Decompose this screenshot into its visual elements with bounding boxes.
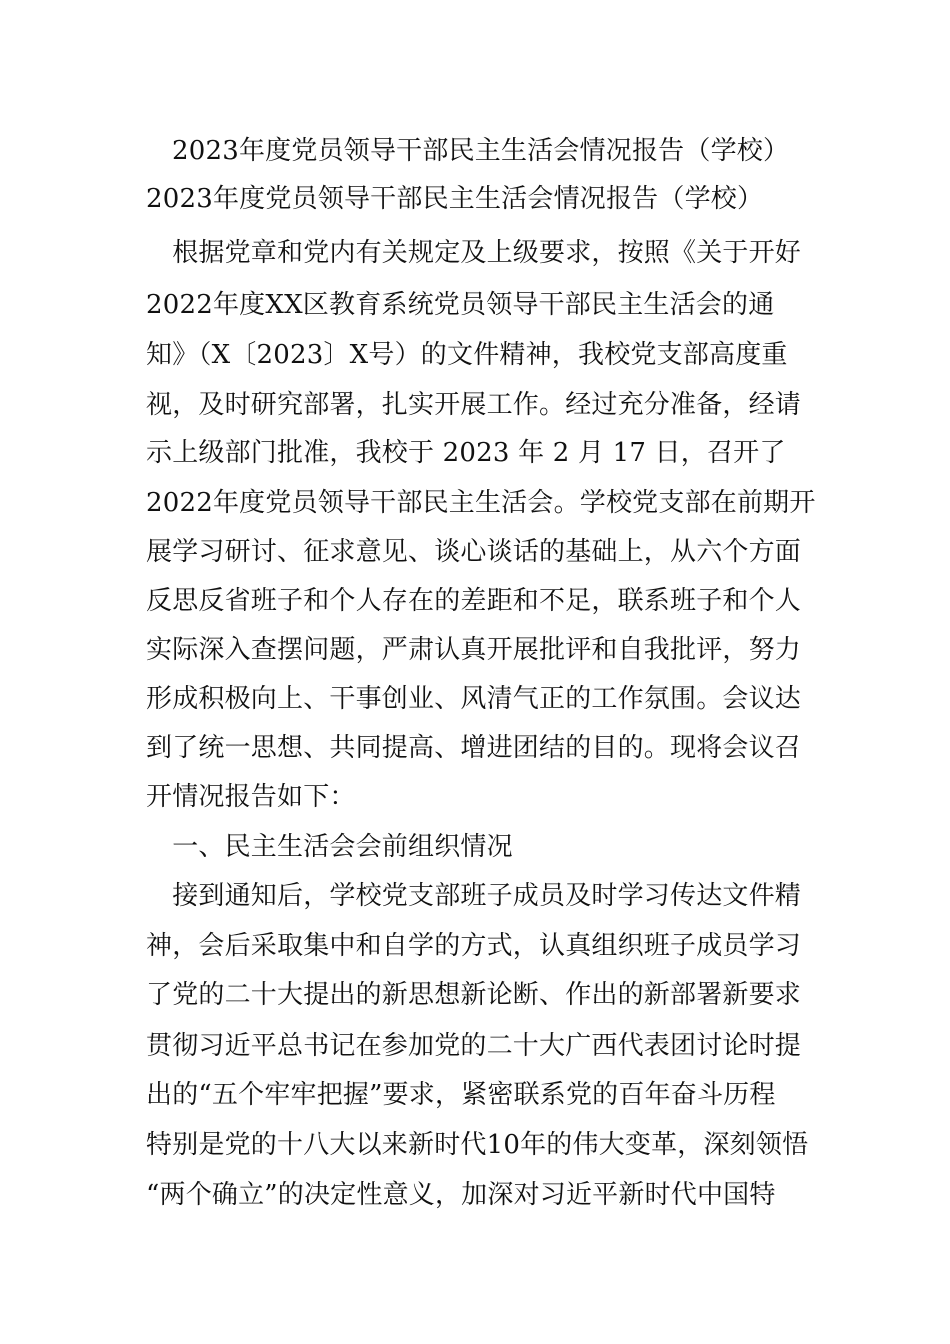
paragraph-line: 了党的二十大提出的新思想新论断、作出的新部署新要求 <box>146 980 802 1010</box>
paragraph-line: 展学习研讨、征求意见、谈心谈话的基础上，从六个方面 <box>146 537 802 567</box>
paragraph-line: 示上级部门批准，我校于 2023 年 2 月 17 日，召开了 <box>146 438 786 468</box>
document-title: 2023年度党员领导干部民主生活会情况报告（学校） <box>172 136 790 166</box>
paragraph-line: 根据党章和党内有关规定及上级要求，按照《关于开好 <box>146 238 802 268</box>
paragraph-line: 知》（X〔2023〕X号）的文件精神，我校党支部高度重 <box>146 340 788 370</box>
paragraph-line: 开情况报告如下： <box>146 782 356 812</box>
section-heading: 一、民主生活会会前组织情况 <box>146 832 513 862</box>
paragraph-line: 神，会后采取集中和自学的方式，认真组织班子成员学习 <box>146 931 802 961</box>
paragraph-line: 实际深入查摆问题，严肃认真开展批评和自我批评，努力 <box>146 635 802 665</box>
paragraph-line: 形成积极向上、干事创业、风清气正的工作氛围。会议达 <box>146 684 802 714</box>
paragraph-line: 2022年度党员领导干部民主生活会。学校党支部在前期开 <box>146 488 816 518</box>
paragraph-line: 贯彻习近平总书记在参加党的二十大广西代表团讨论时提 <box>146 1031 802 1061</box>
paragraph-line: 视，及时研究部署，扎实开展工作。经过充分准备，经请 <box>146 390 802 420</box>
paragraph-line: 反思反省班子和个人存在的差距和不足，联系班子和个人 <box>146 586 802 616</box>
document-subtitle: 2023年度党员领导干部民主生活会情况报告（学校） <box>146 184 764 214</box>
paragraph-line: 2022年度XX区教育系统党员领导干部民主生活会的通 <box>146 290 775 320</box>
paragraph-line: 到了统一思想、共同提高、增进团结的目的。现将会议召 <box>146 733 802 763</box>
paragraph-line: 特别是党的十八大以来新时代10年的伟大变革，深刻领悟 <box>146 1130 809 1160</box>
paragraph-line: 出的“五个牢牢把握”要求，紧密联系党的百年奋斗历程 <box>146 1080 776 1110</box>
paragraph-line: 接到通知后，学校党支部班子成员及时学习传达文件精 <box>146 881 802 911</box>
paragraph-line: “两个确立”的决定性意义，加深对习近平新时代中国特 <box>146 1180 776 1210</box>
